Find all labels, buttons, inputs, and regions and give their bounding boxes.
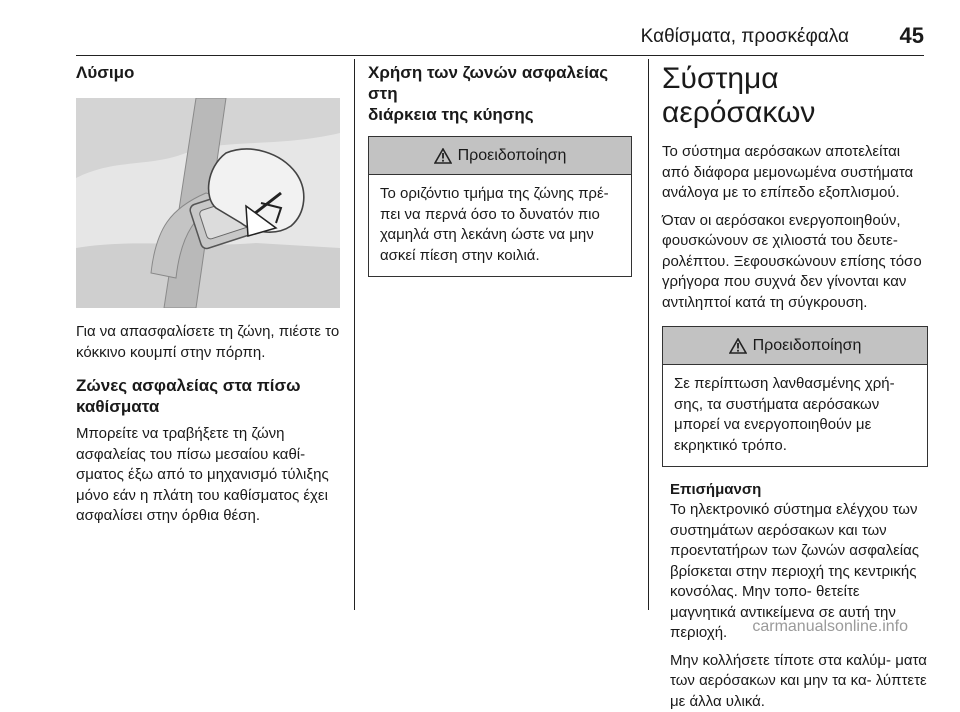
column-divider-1: [354, 59, 355, 610]
warning-title: Προειδοποίηση: [458, 147, 567, 165]
rear-seat-heading: [76, 375, 340, 417]
column-pregnancy: [368, 62, 632, 277]
page-header: [76, 0, 924, 55]
airbag-paragraph-1: Το σύστημα αερόσακων αποτελείται από διάφορα μεμονωμένα συστήματα ανάλογα με το επίπεδο εξοπλισμού.: [662, 142, 928, 204]
rear-seat-heading-line2: καθίσματα: [76, 397, 159, 416]
header-rule: [76, 55, 924, 56]
pregnancy-warning-box: [368, 136, 632, 277]
note-text: Το ηλεκτρονικό σύστημα ελέγχου των συστημάτων αερόσακων και των προεντατήρων των ζωνών ασφαλείας βρίσκεται στην περιοχή της κεντρικής κονσόλας. Μην τοπο- θετείτε μαγνητικά αντικείμενα σε αυτή την περιοχή.: [670, 500, 928, 644]
note-title: Επισήμανση: [670, 480, 928, 500]
pregnancy-heading-line2: διάρκεια της κύησης: [368, 105, 534, 124]
note-block: [662, 480, 928, 712]
watermark: carmanualsonline.info: [752, 618, 908, 636]
pregnancy-heading: [368, 62, 632, 125]
page-number: 45: [900, 23, 924, 49]
warning-header: [663, 327, 927, 365]
warning-title: Προειδοποίηση: [753, 337, 862, 355]
unlock-heading: Λύσιμο: [76, 62, 340, 83]
unlock-text: Για να απασφαλίσετε τη ζώνη, πιέστε το κόκκινο κουμπί στην πόρπη.: [76, 322, 340, 363]
airbag-warning-box: [662, 326, 928, 467]
warning-text: Το οριζόντιο τμήμα της ζώνης πρέ- πει να περνά όσο το δυνατόν πιο χαμηλά στη λεκάνη ώστε να μην ασκεί πίεση στην κοιλιά.: [369, 175, 631, 276]
warning-triangle-icon: [434, 148, 452, 164]
section-title: Καθίσματα, προσκέφαλα: [641, 26, 849, 48]
seat-belt-buckle-illustration: [76, 98, 340, 308]
airbag-paragraph-2: Όταν οι αερόσακοι ενεργοποιηθούν, φουσκώνουν σε χιλιοστά του δευτε- ρολέπτου. Ξεφουσκώνουν επίσης τόσο γρήγορα που συχνά δεν γίνονται καν αντιληπτοί κατά τη σύγκρουση.: [662, 211, 928, 314]
column-divider-2: [648, 59, 649, 610]
column-unlock: [76, 62, 340, 527]
rear-seat-text: Μπορείτε να τραβήξετε τη ζώνη ασφαλείας του πίσω μεσαίου καθί- σματος έξω από το μηχανισμό τύλιξης μόνο εάν η πλάτη του καθίσματος έχει ασφαλίσει στην όρθια θέση.: [76, 424, 340, 527]
seat-belt-illustration-svg: [76, 98, 340, 308]
rear-seat-heading-line1: Ζώνες ασφαλείας στα πίσω: [76, 376, 300, 395]
column-airbag: [662, 62, 928, 712]
warning-triangle-icon: [729, 338, 747, 354]
warning-text: Σε περίπτωση λανθασμένης χρή- σης, τα συστήματα αερόσακων μπορεί να ενεργοποιηθούν με εκρηκτικό τρόπο.: [663, 365, 927, 466]
pregnancy-heading-line1: Χρήση των ζωνών ασφαλείας στη: [368, 63, 608, 103]
airbag-heading: Σύστημα αερόσακων: [662, 62, 928, 130]
note-text-2: Μην κολλήσετε τίποτε στα καλύμ- ματα των αερόσακων και μην τα κα- λύπτετε με άλλα υλικά.: [670, 651, 928, 712]
warning-header: [369, 137, 631, 175]
